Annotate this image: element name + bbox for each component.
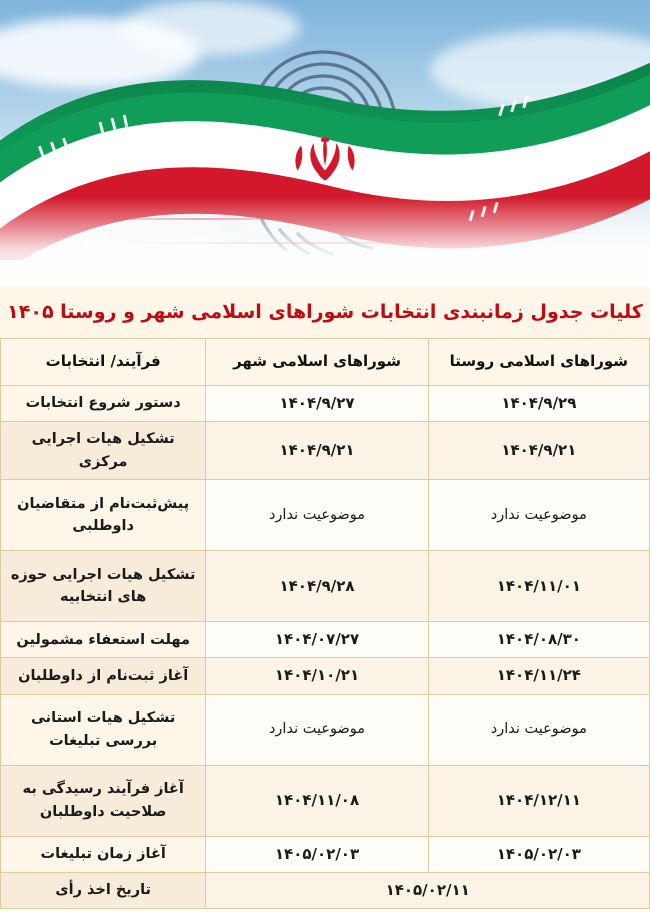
cell-process-label: تشکیل هیات استانی بررسی تبلیغات [1,694,206,765]
table-row-final [1,872,650,908]
cell-village: موضوعیت ندارد [428,480,649,551]
table-row [1,422,650,480]
cell-city: موضوعیت ندارد [206,480,428,551]
table-body [1,386,650,909]
cell-city: ۱۴۰۴/۱۰/۲۱ [206,658,428,694]
cell-process-label: پیش‌ثبت‌نام از متقاضیان داوطلبی [1,480,206,551]
column-header-village: شوراهای اسلامی روستا [428,339,649,386]
column-header-city: شوراهای اسلامی شهر [206,339,428,386]
cell-process-label: آغاز زمان تبلیغات [1,836,206,872]
table-row [1,622,650,658]
cell-village: ۱۴۰۵/۰۲/۰۳ [428,836,649,872]
table-header-row [1,339,650,386]
table-row [1,658,650,694]
document-title-bar [0,286,650,338]
table-row [1,386,650,422]
column-header-process: فرآیند/ انتخابات [1,339,206,386]
cell-village: ۱۴۰۴/۹/۲۱ [428,422,649,480]
banner-image [0,0,650,286]
cell-process-label: آغاز ثبت‌نام از داوطلبان [1,658,206,694]
cell-process-label: تشکیل هیات اجرایی مرکزی [1,422,206,480]
cell-election-day-label: تاریخ اخذ رأی [1,872,206,908]
cell-village: موضوعیت ندارد [428,694,649,765]
table-row [1,836,650,872]
table-row [1,765,650,836]
cell-village: ۱۴۰۴/۱۱/۲۴ [428,658,649,694]
cell-city: ۱۴۰۴/۱۱/۰۸ [206,765,428,836]
cell-village: ۱۴۰۴/۰۸/۳۰ [428,622,649,658]
page-title: کلیات جدول زمانبندی انتخابات شوراهای اسلامی شهر و روستا ۱۴۰۵ [7,301,643,323]
cell-village: ۱۴۰۴/۹/۲۹ [428,386,649,422]
cell-city: ۱۴۰۴/۰۷/۲۷ [206,622,428,658]
cell-process-label: دستور شروع انتخابات [1,386,206,422]
timeline-table [0,338,650,909]
cell-city: ۱۴۰۴/۹/۲۱ [206,422,428,480]
cell-process-label: مهلت استعفاء مشمولین [1,622,206,658]
table-row [1,694,650,765]
cell-process-label: آغاز فرآیند رسیدگی به صلاحیت داوطلبان [1,765,206,836]
table-row [1,480,650,551]
table-row [1,551,650,622]
cell-city: ۱۴۰۴/۹/۲۸ [206,551,428,622]
cell-city: ۱۴۰۴/۹/۲۷ [206,386,428,422]
cell-city: موضوعیت ندارد [206,694,428,765]
cell-village: ۱۴۰۴/۱۱/۰۱ [428,551,649,622]
table-head [1,339,650,386]
cell-village: ۱۴۰۴/۱۲/۱۱ [428,765,649,836]
cell-process-label: تشکیل هیات اجرایی حوزه های انتخابیه [1,551,206,622]
cell-election-day-date: ۱۴۰۵/۰۲/۱۱ [206,872,650,908]
cell-city: ۱۴۰۵/۰۲/۰۳ [206,836,428,872]
